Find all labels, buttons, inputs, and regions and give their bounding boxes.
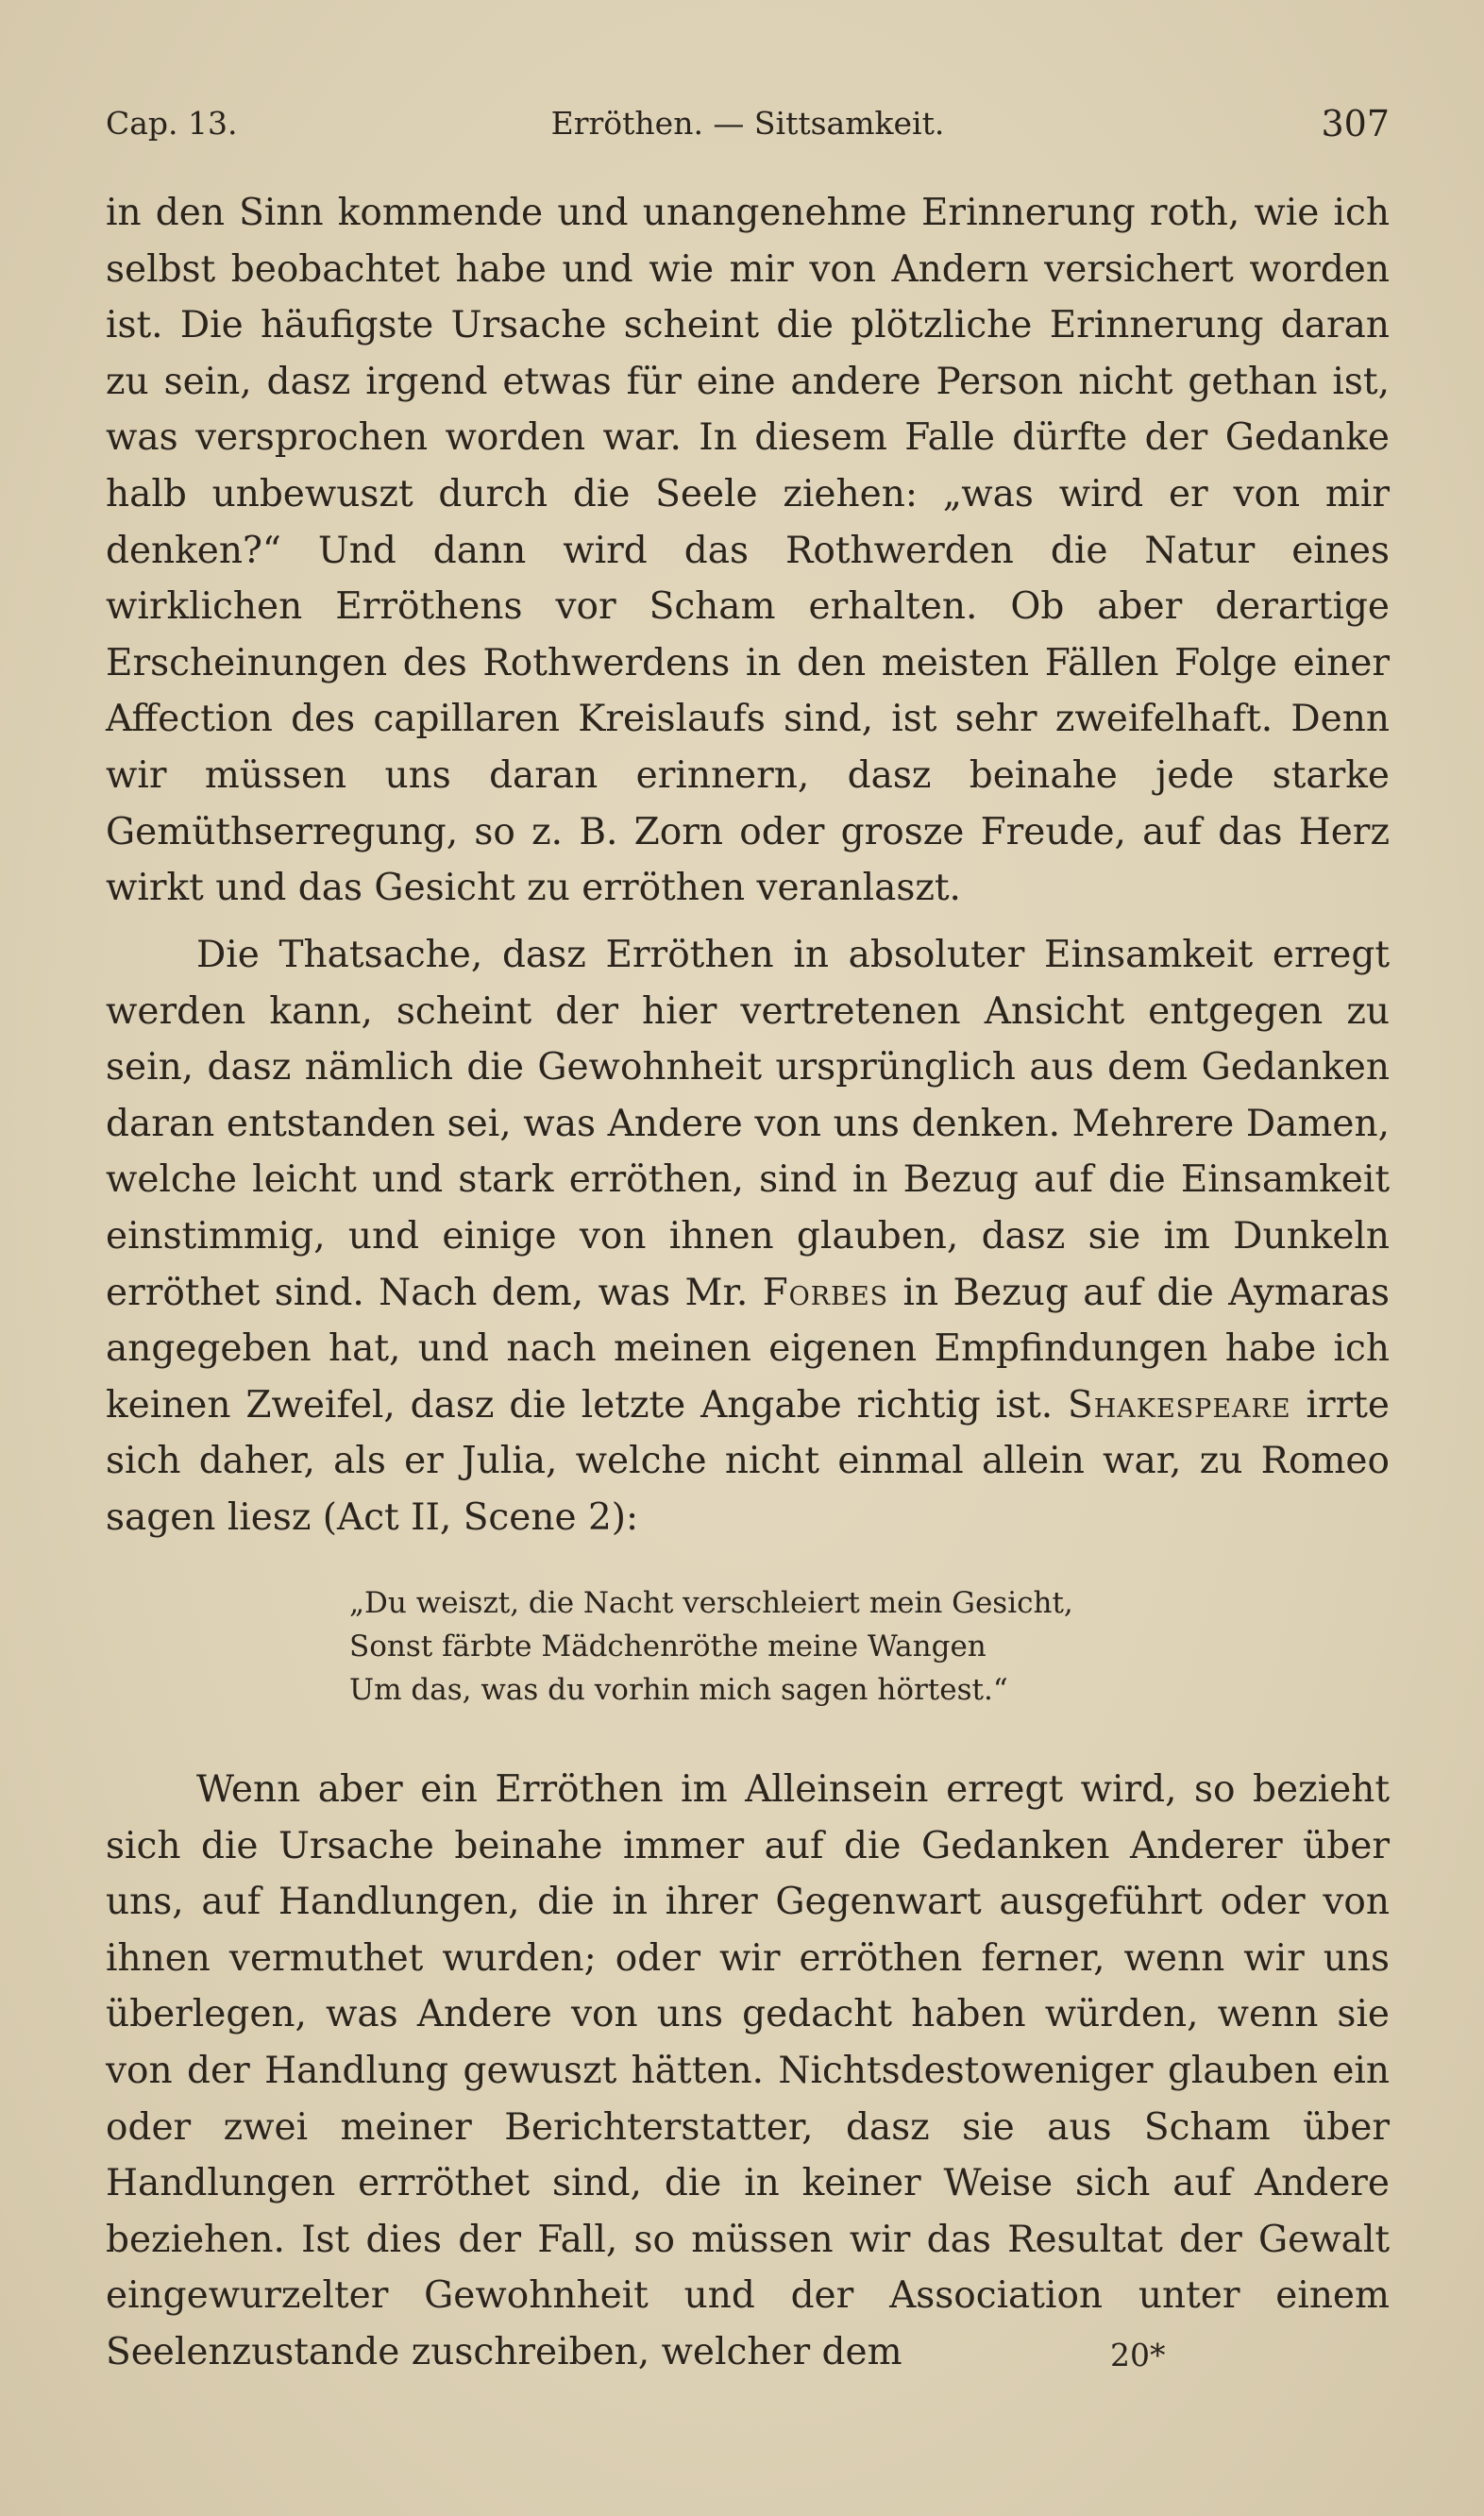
page-number: 307 — [1321, 103, 1390, 144]
author-name-forbes: Forbes — [762, 1271, 889, 1314]
paragraph-1-text: in den Sinn kommende und unangenehme Erinnerung roth, wie ich selbst beobachtet habe und wie mir von Andern versichert worden ist. Die häufigste Ursache scheint die plötzliche Erinnerung daran zu sein, dasz irgend etwas für eine andere Person nicht gethan ist, was versprochen worden war. In diesem Falle dürfte der Gedanke halb unbewuszt durch die Seele ziehen: „was wird er von mir denken?“ Und dann wird das Rothwerden die Natur eines wirklichen Erröthens vor Scham erhalten. Ob aber derartige Erscheinungen des Rothwerdens in den meisten Fällen Folge einer Affection des capillaren Kreislaufs sind, ist sehr zweifelhaft. Denn wir müssen uns daran erinnern, dasz beinahe jede starke Gemüthserregung, so z. B. Zorn oder grosze Freude, auf das Herz wirkt und das Gesicht zu erröthen veranlaszt. — [106, 192, 1390, 910]
paragraph-2-part-2: in Bezug auf die Aymaras angegeben hat, und nach meinen eigenen Empfindungen habe ich keinen Zweifel, dasz die letzte Angabe richtig ist. — [106, 1271, 1390, 1427]
paragraph-2-part-1: Die Thatsache, dasz Erröthen in absoluter Einsamkeit erregt werden kann, scheint der hier vertretenen Ansicht entgegen zu sein, dasz nämlich die Gewohnheit ursprünglich aus dem Gedanken daran entstanden sei, was Andere von uns denken. Mehrere Damen, welche leicht und stark erröthen, sind in Bezug auf die Einsamkeit einstimmig, und einige von ihnen glauben, dasz sie im Dunkeln erröthet sind. Nach dem, was Mr. — [106, 934, 1390, 1314]
running-title: Erröthen. — Sittsamkeit. — [550, 105, 945, 142]
paragraph-1 — [106, 185, 1390, 917]
paragraph-2 — [106, 927, 1390, 1546]
running-header — [106, 100, 1390, 147]
paragraph-3 — [106, 1762, 1390, 2381]
quote-line-3: Um das, was du vorhin mich sagen hörtest.“ — [349, 1673, 1008, 1707]
quote-line-1: „Du weiszt, die Nacht verschleiert mein Gesicht, — [349, 1586, 1073, 1620]
paragraph-2-text — [106, 927, 1390, 1546]
paragraph-3-text: Wenn aber ein Erröthen im Alleinsein erregt wird, so bezieht sich die Ursache beinahe immer auf die Gedanken Anderer über uns, auf Handlungen, die in ihrer Gegenwart ausgeführt oder von ihnen vermuthet wurden; oder wir erröthen ferner, wenn wir uns überlegen, was Andere von uns gedacht haben würden, wenn sie von der Handlung gewuszt hätten. Nichtsdestoweniger glauben ein oder zwei meiner Berichterstatter, dasz sie aus Scham über Handlungen errröthet sind, die in keiner Weise sich auf Andere beziehen. Ist dies der Fall, so müssen wir das Resultat der Gewalt eingewurzelter Gewohnheit und der Association unter einem Seelenzustande zuschreiben, welcher dem — [106, 1768, 1390, 2373]
chapter-label: Cap. 13. — [106, 105, 238, 142]
quote-line-2: Sonst färbte Mädchenröthe meine Wangen — [349, 1629, 987, 1663]
author-name-shakespeare: Shakespeare — [1068, 1383, 1291, 1427]
signature-mark: 20* — [1110, 2337, 1166, 2373]
paragraph-2-part-3: irrte sich daher, als er Julia, welche nicht einmal allein war, zu Romeo sagen liesz (Act II, Scene 2): — [106, 1383, 1390, 1539]
verse-quote — [349, 1581, 1199, 1712]
